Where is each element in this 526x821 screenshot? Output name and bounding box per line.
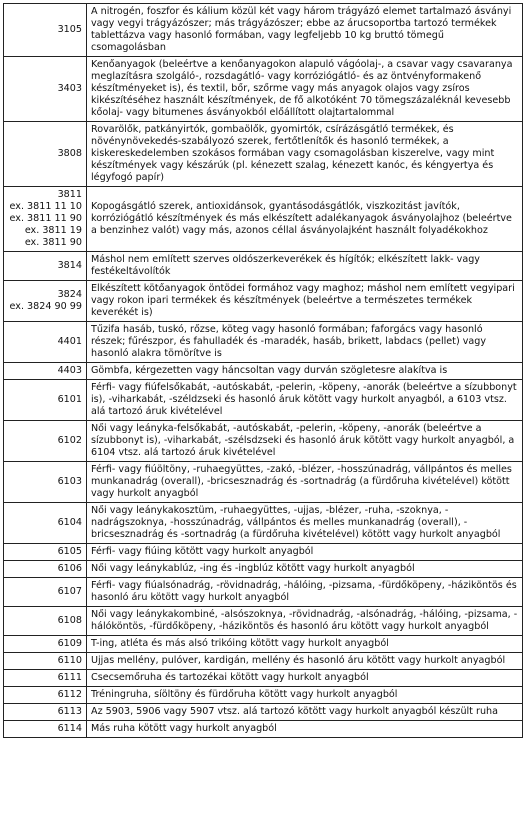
tariff-code: 4401 [57, 336, 82, 347]
tariff-code-cell [4, 653, 87, 670]
product-description: Női vagy leánykakombiné, -alsószoknya, -rövidnadrág, -alsónadrág, -hálóing, -pizsama, -hálóköntös, -fürdőköpeny, -háziköntös és hasonló áru kötött vagy hurkolt anyagból [87, 607, 523, 636]
tariff-code-cell [4, 670, 87, 687]
table-row [4, 503, 523, 544]
tariff-code: 6101 [57, 394, 82, 405]
product-description: A nitrogén, foszfor és kálium közül két vagy három trágyázó elemet tartalmazó ásványi vagy vegyi trágyázószer; más trágyázószer; ebbe az árucsoportba tartozó termékek tablettázva vagy hasonló formában, vagy legfeljebb 10 kg bruttó tömegű csomagolásban [87, 4, 523, 57]
tariff-code: 6109 [57, 638, 82, 649]
tariff-code-cell [4, 57, 87, 122]
tariff-code: 6110 [57, 655, 82, 666]
table-row [4, 281, 523, 322]
tariff-code: 6111 [57, 672, 82, 683]
product-description: Kenőanyagok (beleértve a kenőanyagokon alapuló vágóolaj-, a csavar vagy csavaranya meglazításra szolgáló-, rozsdagátló- vagy korróziógátló- és az öntvényformakenő készítményeket is), és textil, bőr, szőrme vagy más anyagok olajos vagy zsíros kikészítéséhez használt készítmények, de fő alkotóként 70 tömegszázaléknál kevesebb kőolaj- vagy bitumenes ásványokból előállított olajtartalommal [87, 57, 523, 122]
table-row [4, 4, 523, 57]
product-description: Elkészített kötőanyagok öntödei formához vagy maghoz; máshol nem említett vegyipari vagy rokon ipari termékek és készítmények (beleértve a természetes termékek keverékét is) [87, 281, 523, 322]
table-row [4, 187, 523, 252]
product-description: Női vagy leányka-felsőkabát, -autóskabát, -pelerin, -köpeny, -anorák (beleértve a sízubbonyt is), -viharkabát, -szélsdzseki és hasonló áruk kötött vagy hurkolt anyagból, a 6104 vtsz. alá tartozó áruk kivételével [87, 421, 523, 462]
tariff-code-cell [4, 122, 87, 187]
product-description: Csecsemőruha és tartozékai kötött vagy hurkolt anyagból [87, 670, 523, 687]
product-description: Tréningruha, síöltöny és fürdőruha kötött vagy hurkolt anyagból [87, 687, 523, 704]
tariff-code: ex. 3811 11 10 [9, 201, 82, 212]
product-description: Kopogásgátló szerek, antioxidánsok, gyantásodásgátlók, viszkozitást javítók, korróziógátló készítmények és más elkészített adalékanyagok ásványolajhoz (beleértve a benzinhez valót) vagy más, azonos céllal ásványolajként használt folyadékokhoz [87, 187, 523, 252]
tariff-code-cell [4, 607, 87, 636]
product-description: Ujjas mellény, pulóver, kardigán, mellény és hasonló áru kötött vagy hurkolt anyagból [87, 653, 523, 670]
tariff-code-cell [4, 704, 87, 721]
tariff-code: 3808 [57, 148, 82, 159]
tariff-code: 6114 [57, 723, 82, 734]
product-description: Az 5903, 5906 vagy 5907 vtsz. alá tartozó kötött vagy hurkolt anyagból készült ruha [87, 704, 523, 721]
product-description: Rovarölők, patkányirtók, gombaölők, gyomirtók, csírázásgátló termékek, és növénynövekedés-szabályozó szerek, fertőtlenítők és hasonló termékek, a kiskereskedelemben szokásos formában vagy csomagolásban kiszerelve, vagy mint készítmények vagy készárúk (pl. kénezett szalag, kénezett kanóc, és kéngyertya és légyfogó papír) [87, 122, 523, 187]
tariff-code-cell [4, 281, 87, 322]
tariff-code: 6106 [57, 563, 82, 574]
tariff-code: 6112 [57, 689, 82, 700]
tariff-code-cell [4, 421, 87, 462]
tariff-code: 6113 [57, 706, 82, 717]
tariff-code: 3824 [57, 289, 82, 300]
tariff-code: 4403 [57, 365, 82, 376]
tariff-code: 3105 [57, 24, 82, 35]
table-row [4, 544, 523, 561]
tariff-code-cell [4, 4, 87, 57]
table-row [4, 636, 523, 653]
table-row [4, 607, 523, 636]
product-description: Tűzifa hasáb, tuskó, rőzse, köteg vagy hasonló formában; faforgács vagy hasonló részek; fűrészpor, és fahulladék és -maradék, hasáb, brikett, labdacs (pellet) vagy hasonló alakra tömörítve is [87, 322, 523, 363]
table-row [4, 363, 523, 380]
tariff-code: 6104 [57, 517, 82, 528]
tariff-code-cell [4, 462, 87, 503]
tariff-code: 6103 [57, 476, 82, 487]
table-row [4, 721, 523, 738]
tariff-code: ex. 3824 90 99 [9, 301, 82, 312]
table-row [4, 653, 523, 670]
product-description: T-ing, atléta és más alsó trikóing kötött vagy hurkolt anyagból [87, 636, 523, 653]
tariff-code: 3814 [57, 260, 82, 271]
table-row [4, 421, 523, 462]
tariff-code-cell [4, 322, 87, 363]
tariff-code-cell [4, 578, 87, 607]
tariff-code-cell [4, 544, 87, 561]
table-row [4, 252, 523, 281]
product-description: Férfi- vagy fiúöltöny, -ruhaegyüttes, -zakó, -blézer, -hosszúnadrág, vállpántos és melles munkanadrág (overall), -bricsesznadrág és -sortnadrág (a fürdőruha kivételével) kötött vagy hurkolt anyagból [87, 462, 523, 503]
product-description: Férfi- vagy fiúfelsőkabát, -autóskabát, -pelerin, -köpeny, -anorák (beleértve a sízubbonyt is), -viharkabát, -széldzseki és hasonló áruk kötött vagy hurkolt anyagból, a 6103 vtsz. alá tartozó áruk kivételével [87, 380, 523, 421]
tariff-code: ex. 3811 11 90 [9, 213, 82, 224]
table-row [4, 57, 523, 122]
product-description: Női vagy leánykablúz, -ing és -ingblúz kötött vagy hurkolt anyagból [87, 561, 523, 578]
table-row [4, 670, 523, 687]
tariff-code-cell [4, 503, 87, 544]
tariff-code: 6108 [57, 615, 82, 626]
tariff-code-cell [4, 561, 87, 578]
tariff-code: 6102 [57, 435, 82, 446]
tariff-code: ex. 3811 19 [24, 225, 82, 236]
tariff-code-cell [4, 187, 87, 252]
table-row [4, 704, 523, 721]
tariff-code: ex. 3811 90 [24, 237, 82, 248]
tariff-code-cell [4, 721, 87, 738]
table-row [4, 462, 523, 503]
customs-code-table-page [3, 3, 523, 738]
table-row [4, 322, 523, 363]
table-row [4, 122, 523, 187]
tariff-code: 6107 [57, 586, 82, 597]
product-description: Női vagy leánykakosztüm, -ruhaegyüttes, -ujjas, -blézer, -ruha, -szoknya, -nadrágszoknya, -hosszúnadrág, vállpántos és melles munkanadrág (overall), -bricsesznadrág és -sortnadrág (a fürdőruha kivételével) kötött vagy hurkolt anyagból [87, 503, 523, 544]
tariff-code: 6105 [57, 546, 82, 557]
product-description: Férfi- vagy fiúalsónadrág, -rövidnadrág, -hálóing, -pizsama, -fürdőköpeny, -háziköntös és hasonló áru kötött vagy hurkolt anyagból [87, 578, 523, 607]
product-description: Más ruha kötött vagy hurkolt anyagból [87, 721, 523, 738]
tariff-code-cell [4, 380, 87, 421]
customs-code-table [3, 3, 523, 738]
table-row [4, 687, 523, 704]
tariff-code-cell [4, 252, 87, 281]
tariff-code: 3403 [57, 83, 82, 94]
table-row [4, 380, 523, 421]
tariff-code-cell [4, 687, 87, 704]
table-row [4, 561, 523, 578]
tariff-code-cell [4, 363, 87, 380]
product-description: Máshol nem említett szerves oldószerkeverékek és hígítók; elkészített lakk- vagy festékeltávolítók [87, 252, 523, 281]
product-description: Gömbfa, kérgezetten vagy háncsoltan vagy durván szögletesre alakítva is [87, 363, 523, 380]
table-row [4, 578, 523, 607]
tariff-code-cell [4, 636, 87, 653]
table-body [4, 4, 523, 738]
product-description: Férfi- vagy fiúing kötött vagy hurkolt anyagból [87, 544, 523, 561]
tariff-code: 3811 [57, 189, 82, 200]
